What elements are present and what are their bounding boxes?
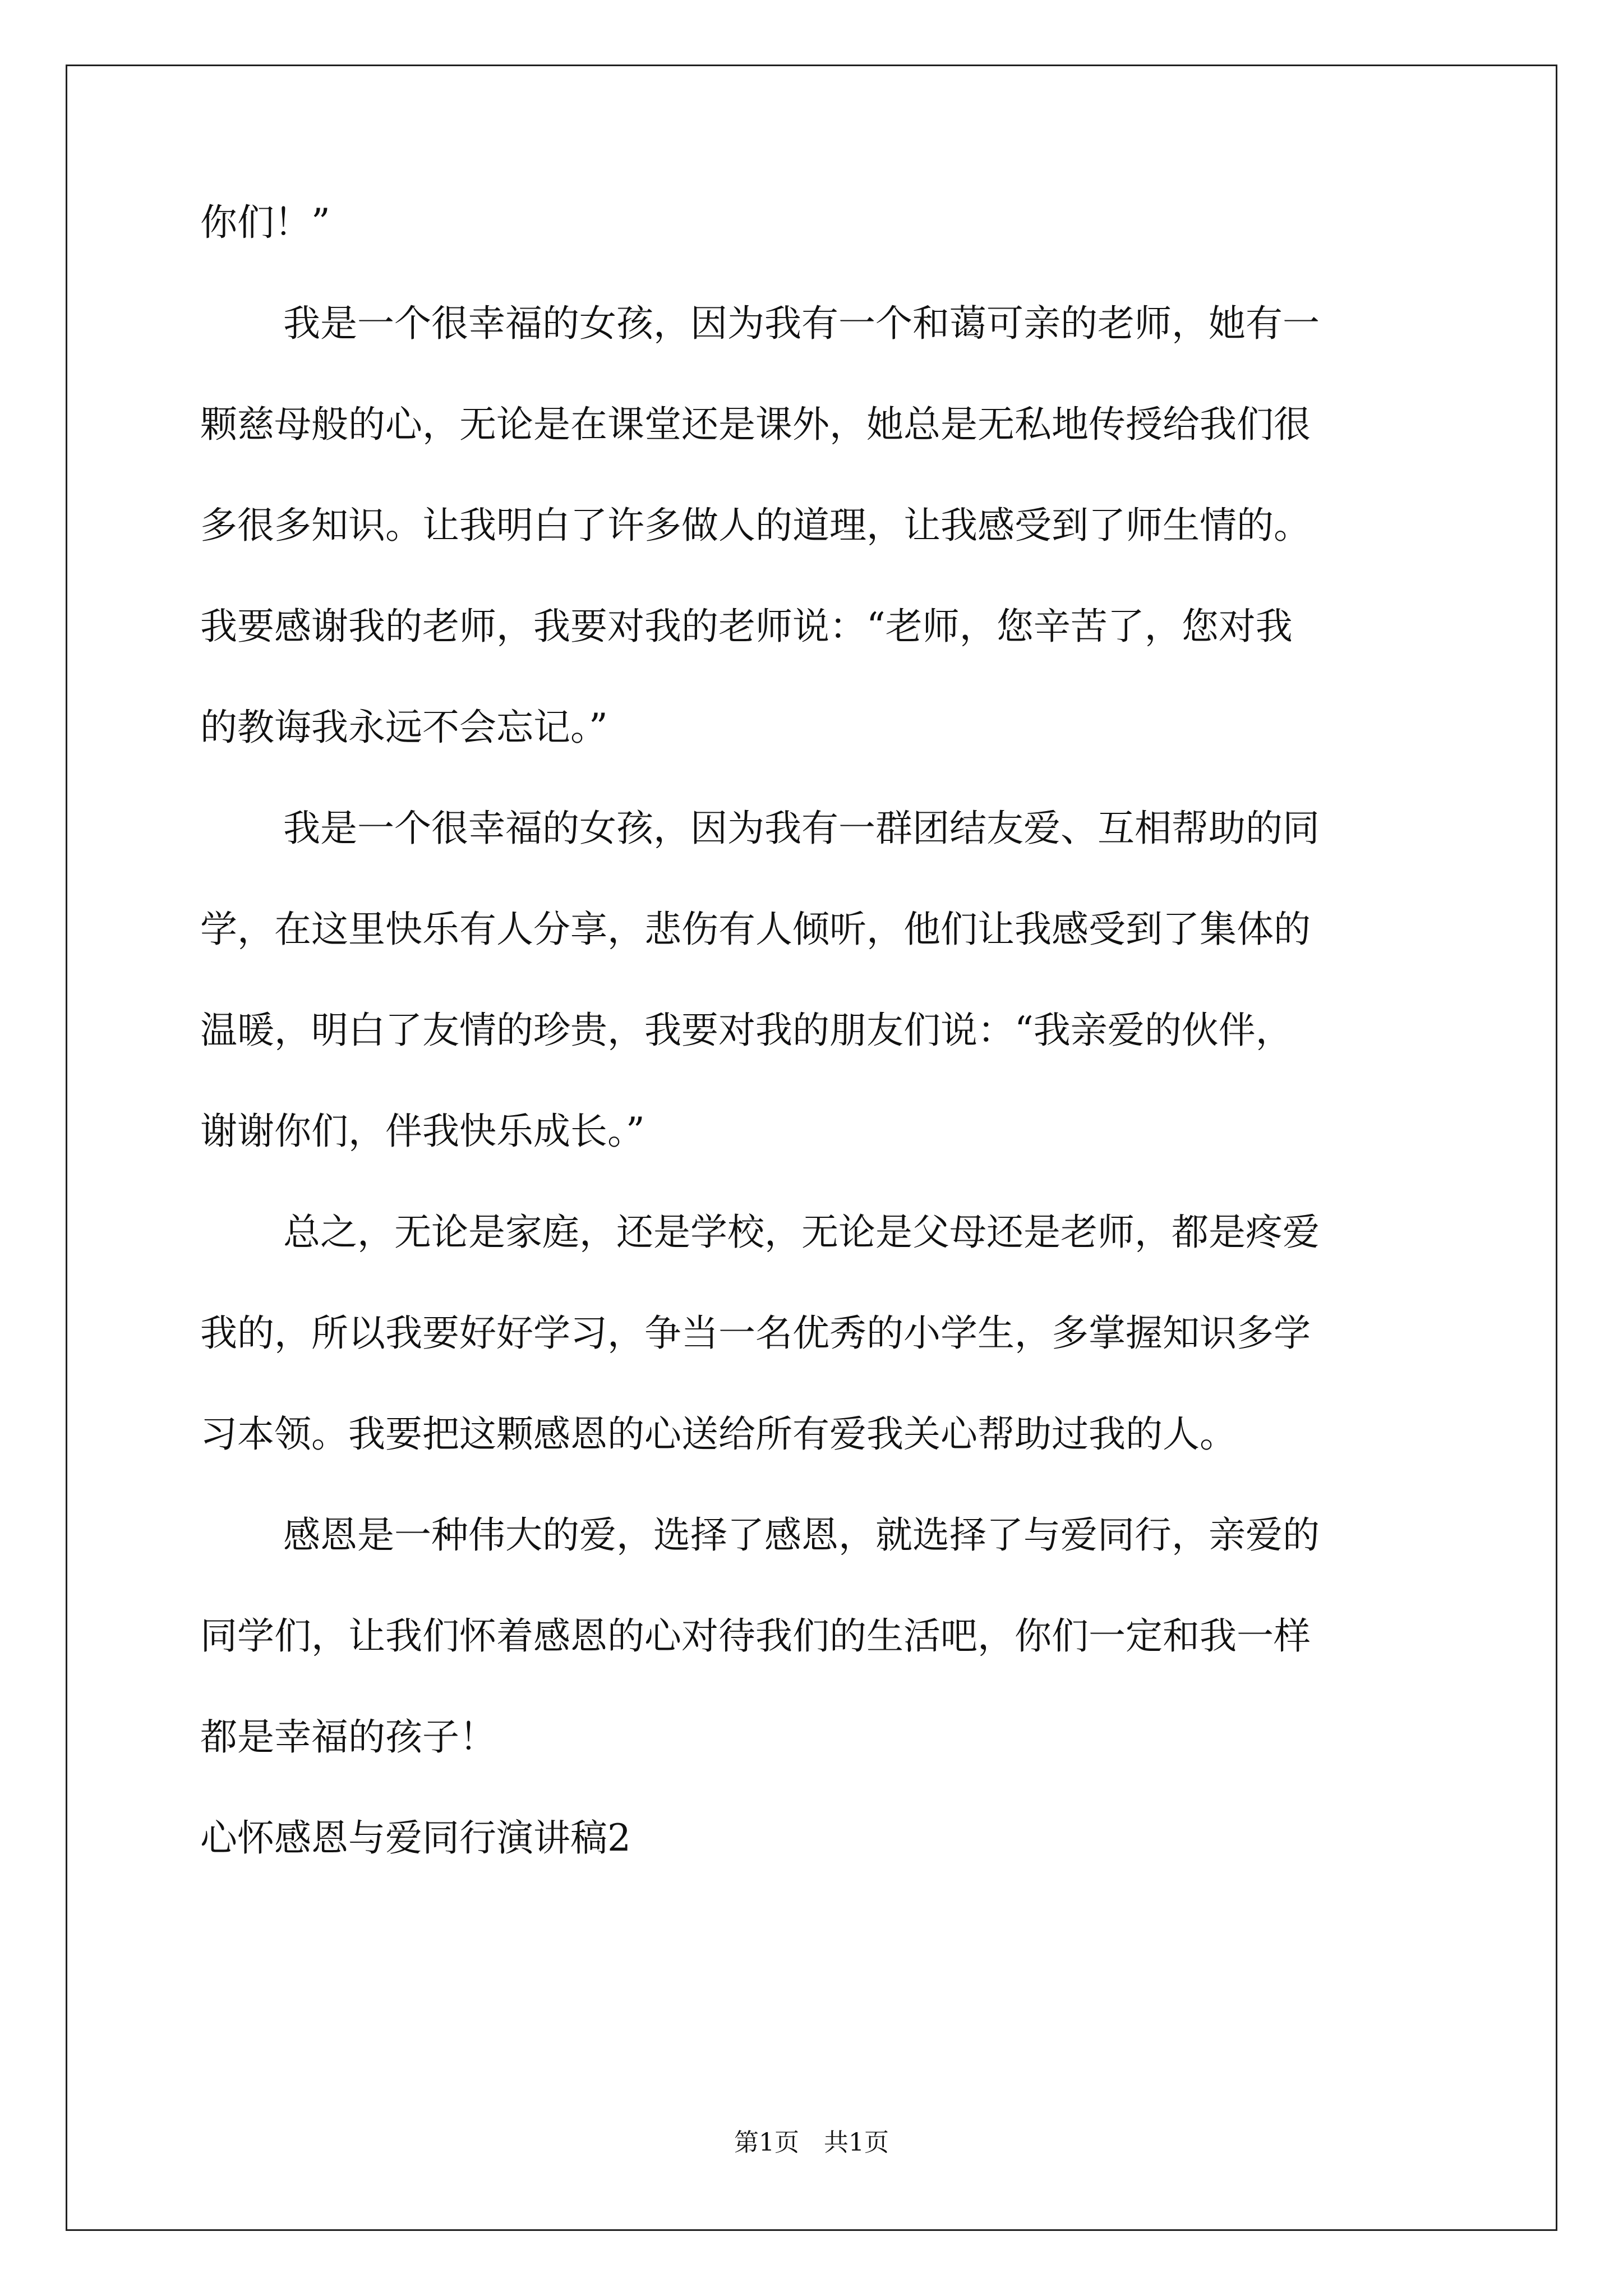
section-heading: 心怀感恩与爱同行演讲稿2 — [200, 1816, 631, 1860]
paragraph-first-line: 我是一个很幸福的女孩，因为我有一群团结友爱、互相帮助的同 — [283, 807, 1320, 850]
text-line: 习本领。我要把这颗感恩的心送给所有爱我关心帮助过我的人。 — [200, 1412, 1237, 1456]
text-line: 的教诲我永远不会忘记。” — [200, 706, 608, 749]
text-line: 我的，所以我要好好学习，争当一名优秀的小学生，多掌握知识多学 — [200, 1312, 1311, 1355]
paragraph-first-line: 感恩是一种伟大的爱，选择了感恩，就选择了与爱同行，亲爱的 — [283, 1513, 1320, 1557]
page-number-footer: 第1页 共1页 — [734, 2128, 889, 2157]
text-line: 你们！” — [200, 201, 330, 244]
text-line: 都是幸福的孩子！ — [200, 1715, 496, 1759]
text-line: 温暖，明白了友情的珍贵，我要对我的朋友们说：“我亲爱的伙伴， — [200, 1009, 1293, 1052]
text-line: 颗慈母般的心，无论是在课堂还是课外，她总是无私地传授给我们很 — [200, 403, 1311, 446]
text-line: 我要感谢我的老师，我要对我的老师说：“老师，您辛苦了，您对我 — [200, 605, 1293, 648]
text-line: 同学们，让我们怀着感恩的心对待我们的生活吧，你们一定和我一样 — [200, 1614, 1311, 1658]
text-line: 谢谢你们，伴我快乐成长。” — [200, 1110, 645, 1153]
paragraph-first-line: 总之，无论是家庭，还是学校，无论是父母还是老师，都是疼爱 — [283, 1211, 1320, 1254]
text-line: 多很多知识。让我明白了许多做人的道理，让我感受到了师生情的。 — [200, 504, 1311, 547]
text-line: 学，在这里快乐有人分享，悲伤有人倾听，他们让我感受到了集体的 — [200, 908, 1311, 951]
paragraph-first-line: 我是一个很幸福的女孩，因为我有一个和蔼可亲的老师，她有一 — [283, 302, 1320, 345]
